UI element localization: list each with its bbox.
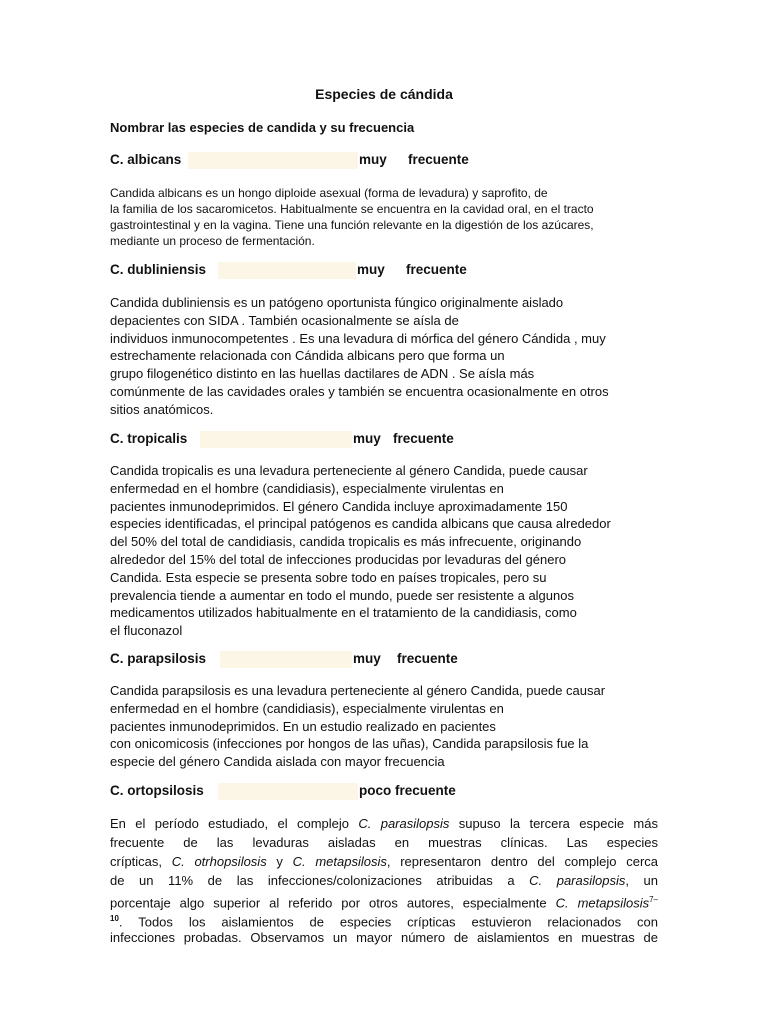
text-line: especies identificadas, el principal patógenos es candida albicans que causa alrededor: [110, 516, 611, 532]
text-line: el fluconazol: [110, 623, 183, 639]
text-line: Candida parapsilosis es una levadura perteneciente al género Candida, puede causar: [110, 683, 606, 698]
text-line: la familia de los sacaromicetos. Habitualmente se encuentra en la cavidad oral, en el tracto: [110, 202, 594, 216]
paragraph-ortopsilosis: [110, 814, 658, 947]
species-name: C. dubliniensis: [110, 262, 207, 277]
frequency-label: frecuente: [408, 152, 469, 167]
frequency-label: muy: [353, 431, 381, 446]
species-name: C. tropicalis: [110, 431, 188, 446]
text-line: pacientes inmunodeprimidos. El género Candida incluye aproximadamente 150: [110, 498, 568, 514]
text-line: con onicomicosis (infecciones por hongos de las uñas), Candida parapsilosis fue la: [110, 736, 589, 752]
text-line: crípticas, C. otrhopsilosis y C. metapsilosis, representaron dentro del complejo cerca: [110, 854, 659, 869]
text-line: infecciones probadas. Observamos un mayor número de aislamientos en muestras de: [110, 930, 658, 945]
frequency-label: poco frecuente: [359, 783, 456, 798]
text-line: de un 11% de las infecciones/colonizaciones atribuidas a C. parasilopsis, un: [110, 873, 659, 888]
paragraph-dubliniensis: [110, 294, 660, 419]
text-line: $^{10}$. Todos los aislamientos de especies crípticas estuvieron relacionados con: [110, 914, 658, 930]
highlight-bar: [220, 651, 352, 668]
text-line: frecuente de las levaduras aisladas en muestras clínicas. Las especies: [110, 835, 658, 850]
paragraph-parapsilosis: [110, 682, 660, 771]
text-line: depacientes con SIDA . También ocasionalmente se aísla de: [110, 312, 459, 328]
species-heading-tropicalis: [110, 431, 470, 449]
species-heading-albicans: [110, 152, 470, 170]
text-line: prevalencia tiende a aumentar en todo el mundo, puede ser resistente a algunos: [110, 587, 574, 603]
subtitle: Nombrar las especies de candida y su frecuencia: [110, 120, 415, 135]
text-line: alrededor del 15% del total de infecciones producidas por levaduras del género: [110, 551, 567, 567]
text-line: grupo filogenético distinto en las huellas dactilares de ADN . Se aísla más: [110, 366, 535, 382]
species-name: C. albicans: [110, 152, 182, 167]
text-line: del 50% del total de candidiasis, candida tropicalis es más infrecuente, originando: [110, 534, 582, 550]
text-line: medicamentos utilizados habitualmente en el tratamiento de la candidiasis, como: [110, 605, 577, 621]
frequency-label: frecuente: [397, 651, 458, 666]
text-line: especie del género Candida aislada con mayor frecuencia: [110, 754, 445, 770]
frequency-label: frecuente: [406, 262, 467, 277]
text-line: gastrointestinal y en la vagina. Tiene una función relevante en la digestión de los azúcares,: [110, 218, 594, 232]
text-line: mediante un proceso de fermentación.: [110, 234, 315, 248]
text-line: Candida albicans es un hongo diploide asexual (forma de levadura) y saprofito, de: [110, 186, 548, 200]
highlight-bar: [200, 431, 352, 448]
text-line: Candida dubliniensis es un patógeno oportunista fúngico originalmente aislado: [110, 295, 564, 310]
highlight-bar: [218, 262, 356, 279]
text-line: individuos inmunocompetentes . Es una levadura di mórfica del género Cándida , muy: [110, 330, 606, 346]
text-line: porcentaje algo superior al referido por otros autores, especialmente C. metapsilosis$^{7-}$: [110, 895, 659, 911]
text-line: enfermedad en el hombre (candidiasis), especialmente virulentas en: [110, 480, 504, 496]
text-line: Candida. Esta especie se presenta sobre todo en países tropicales, pero su: [110, 569, 547, 585]
frequency-label: muy: [357, 262, 385, 277]
species-heading-ortopsilosis: [110, 783, 480, 801]
text-line: comúnmente de las cavidades orales y también se encuentra ocasionalmente en otros: [110, 383, 609, 399]
species-heading-parapsilosis: [110, 651, 470, 669]
text-line: pacientes inmunodeprimidos. En un estudio realizado en pacientes: [110, 718, 496, 734]
paragraph-albicans: [110, 185, 660, 249]
text-line: Candida tropicalis es una levadura perteneciente al género Candida, puede causar: [110, 463, 588, 478]
species-name: C. parapsilosis: [110, 651, 207, 666]
text-line: estrechamente relacionada con Cándida albicans pero que forma un: [110, 348, 505, 364]
frequency-label: muy: [359, 152, 387, 167]
text-line: sitios anatómicos.: [110, 401, 214, 417]
page-title: Especies de cándida: [315, 86, 453, 102]
species-heading-dubliniensis: [110, 262, 470, 280]
species-name: C. ortopsilosis: [110, 783, 204, 798]
frequency-label: frecuente: [393, 431, 454, 446]
highlight-bar: [188, 152, 358, 169]
frequency-label: muy: [353, 651, 381, 666]
text-line: enfermedad en el hombre (candidiasis), especialmente virulentas en: [110, 700, 504, 716]
paragraph-tropicalis: [110, 462, 660, 640]
highlight-bar: [218, 783, 358, 800]
text-line: En el período estudiado, el complejo C. parasilopsis supuso la tercera especie más: [110, 816, 658, 831]
